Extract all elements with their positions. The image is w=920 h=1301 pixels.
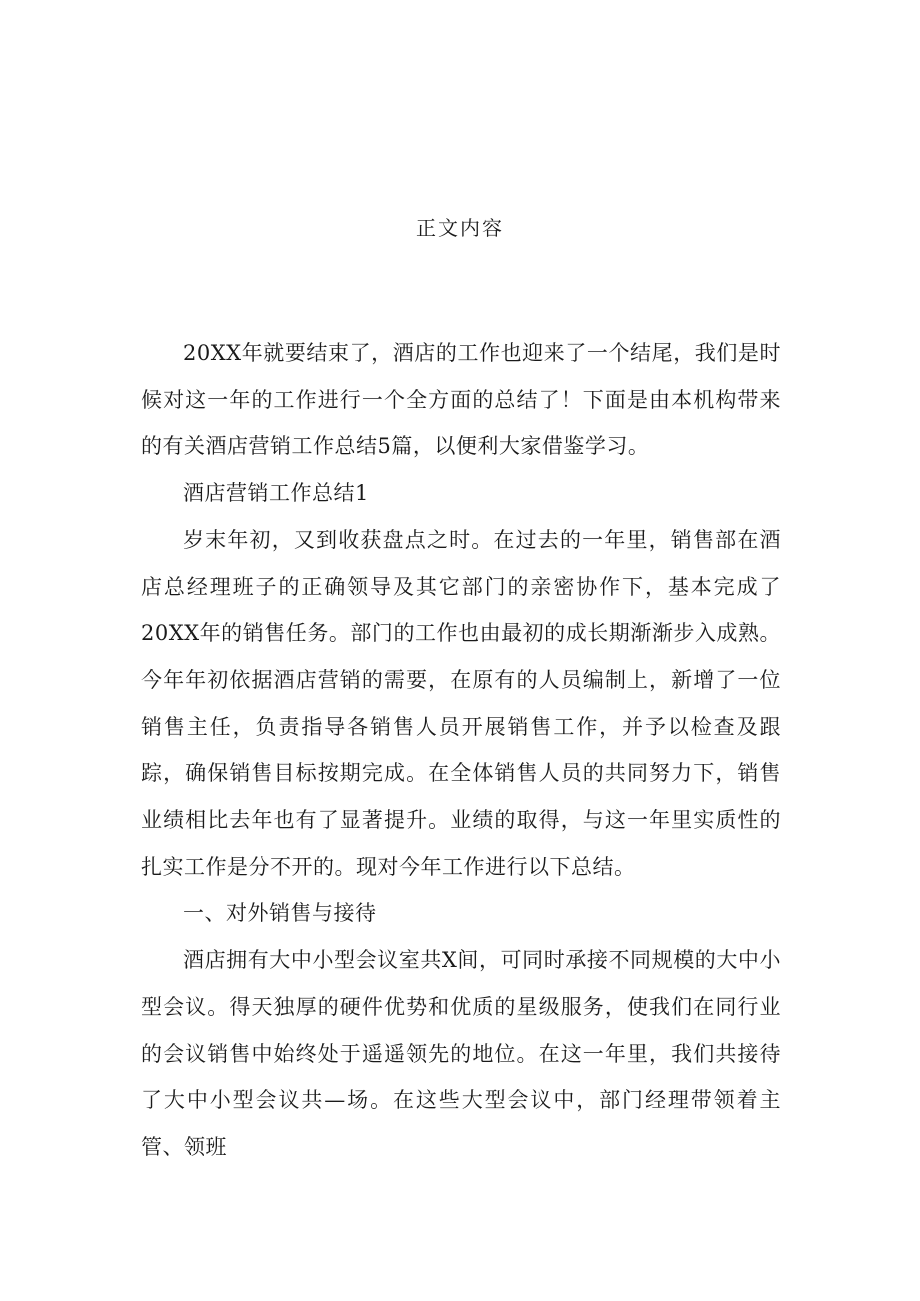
- section-paragraph: 岁末年初，又到收获盘点之时。在过去的一年里，销售部在酒店总经理班子的正确领导及其它部门的亲密协作下，基本完成了20XX年的销售任务。部门的工作也由最初的成长期渐渐步入成熟。今年年初依据酒店营销的需要，在原有的人员编制上，新增了一位销售主任，负责指导各销售人员开展销售工作，并予以检查及跟踪，确保销售目标按期完成。在全体销售人员的共同努力下，销售业绩相比去年也有了显著提升。业绩的取得，与这一年里实质性的扎实工作是分不开的。现对今年工作进行以下总结。: [141, 527, 781, 879]
- document-body: [141, 330, 781, 1171]
- document-title: 正文内容: [416, 216, 504, 240]
- intro-paragraph: 20XX年就要结束了，酒店的工作也迎来了一个结尾，我们是时候对这一年的工作进行一个全方面的总结了！下面是由本机构带来的有关酒店营销工作总结5篇，以便利大家借鉴学习。: [141, 341, 781, 459]
- subsection-heading: 一、对外销售与接待: [183, 901, 377, 926]
- section-heading: 酒店营销工作总结1: [183, 481, 369, 506]
- subsection-paragraph: 酒店拥有大中小型会议室共X间，可同时承接不同规模的大中小型会议。得天独厚的硬件优势和优质的星级服务，使我们在同行业的会议销售中始终处于遥遥领先的地位。在这一年里，我们共接待了大中小型会议共—场。在这些大型会议中，部门经理带领着主管、领班: [141, 948, 781, 1159]
